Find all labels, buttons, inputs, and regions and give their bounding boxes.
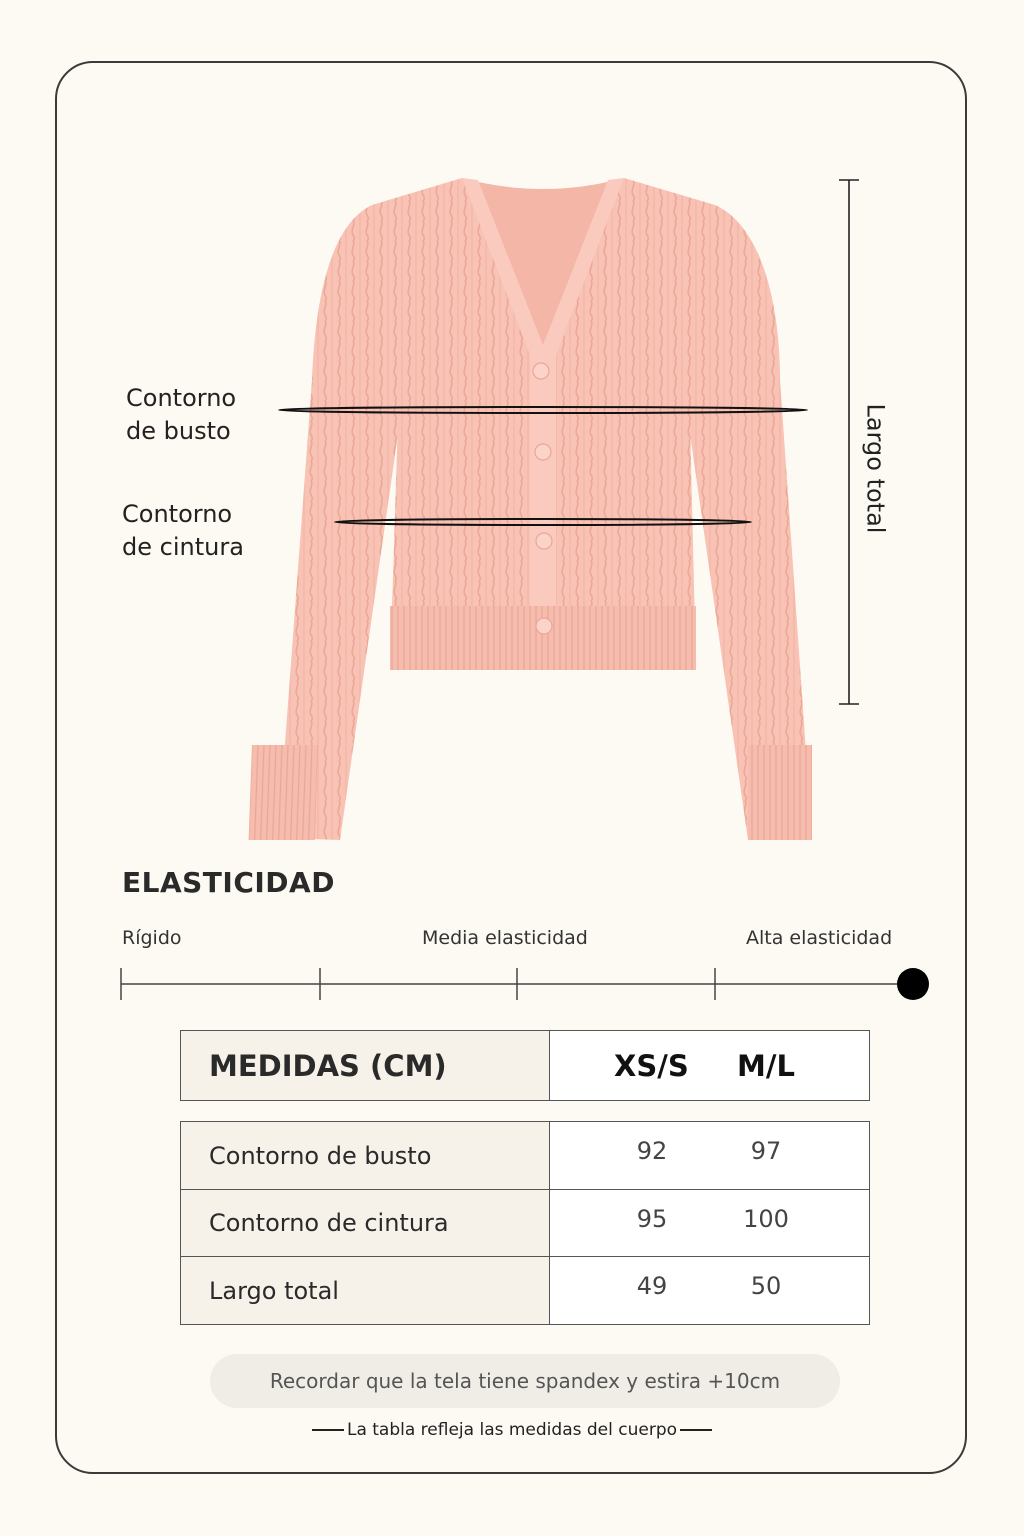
scale-label-medium: Media elasticidad [422,927,588,949]
cell-value: 95 [636,1205,668,1233]
divider [312,1429,344,1431]
table-row [181,1189,869,1256]
size-table [180,1121,870,1325]
cell-value: 50 [750,1272,782,1300]
elasticity-marker [897,968,929,1000]
row-label: Contorno de cintura [181,1190,550,1256]
stretch-note: Recordar que la tela tiene spandex y estira +10cm [210,1354,840,1408]
scale-label-high: Alta elasticidad [746,927,893,949]
scale-label-rigid: Rígido [122,927,182,949]
cell-value: 92 [636,1137,668,1165]
table-row [181,1256,869,1324]
cell-value: 100 [743,1205,789,1233]
cell-value: 49 [636,1272,668,1300]
footer-note: La tabla refleja las medidas del cuerpo [0,1420,1024,1440]
row-label: Contorno de busto [181,1122,550,1189]
elasticity-scale [110,960,940,1010]
waist-label: Contorno de cintura [122,500,244,561]
length-line [839,180,859,704]
size-header-xs-s: XS/S [614,1049,689,1083]
size-table-header [180,1030,870,1101]
table-header-label: MEDIDAS (CM) [181,1031,550,1100]
row-label: Largo total [181,1257,550,1324]
size-header-m-l: M/L [737,1049,795,1083]
table-row [181,1122,869,1189]
bust-label: Contorno de busto [126,384,237,445]
cell-value: 97 [750,1137,782,1165]
elasticity-title: ELASTICIDAD [122,866,335,899]
divider [680,1429,712,1431]
length-label: Largo total [861,403,890,534]
